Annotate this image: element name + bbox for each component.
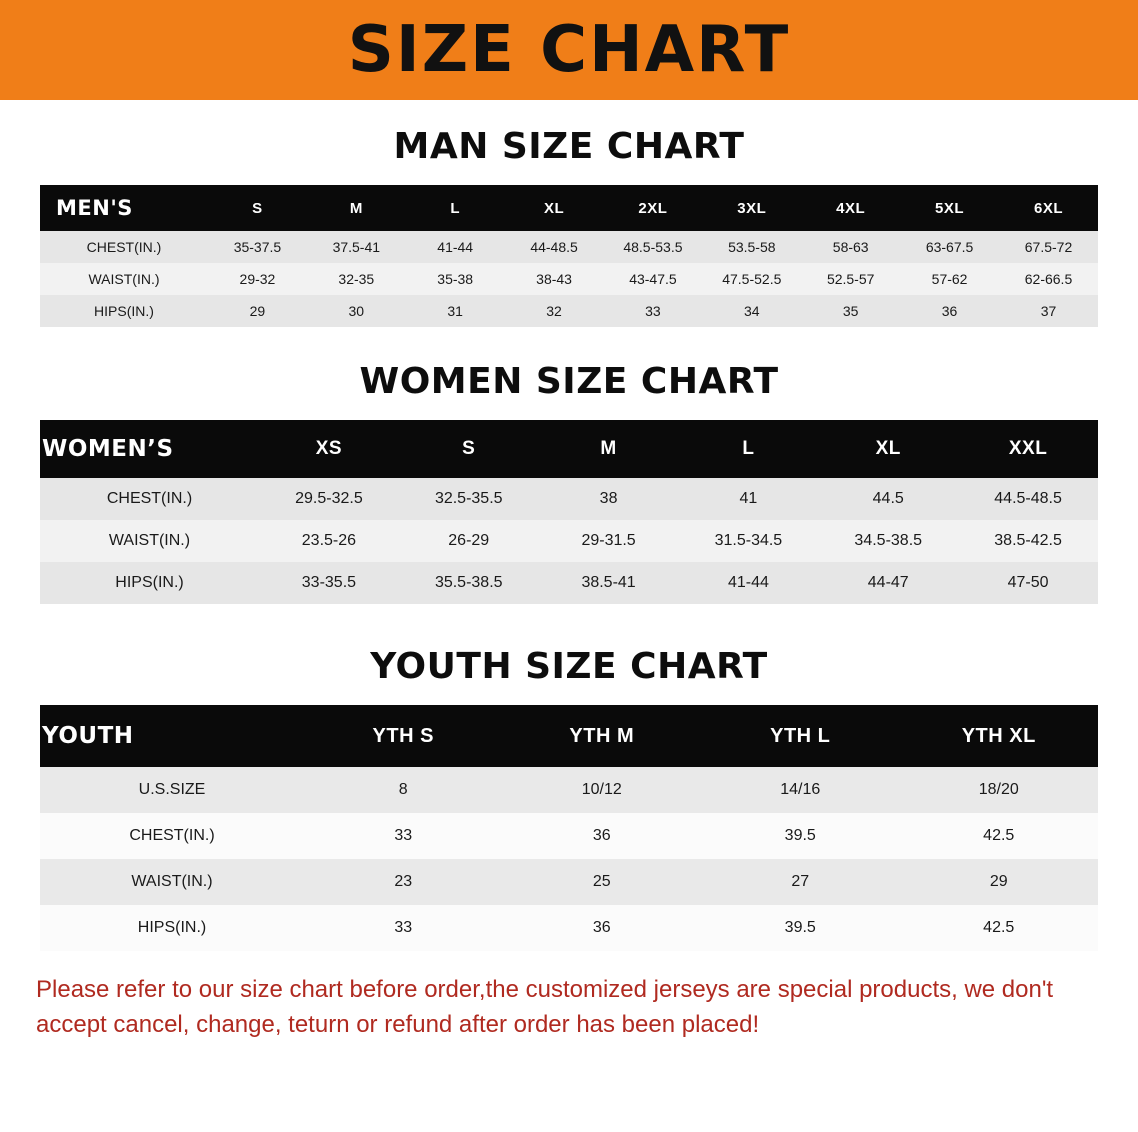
youth-cell-0-0: 8 bbox=[304, 767, 503, 813]
women-row-0-label: CHEST(IN.) bbox=[40, 478, 259, 520]
women-cell-1-0: 23.5-26 bbox=[259, 520, 399, 562]
man-cell-0-6: 58-63 bbox=[801, 231, 900, 263]
youth-section-title: YOUTH SIZE CHART bbox=[370, 646, 768, 687]
man-cell-1-3: 38-43 bbox=[505, 263, 604, 295]
man-cell-2-0: 29 bbox=[208, 295, 307, 327]
man-col-3: XL bbox=[505, 185, 604, 231]
youth-row-0-label: U.S.SIZE bbox=[40, 767, 304, 813]
man-row-header-label: MEN'S bbox=[40, 185, 208, 231]
man-header-row bbox=[40, 185, 1098, 231]
youth-header-row bbox=[40, 705, 1098, 767]
women-col-2: M bbox=[539, 420, 679, 478]
table-row bbox=[40, 767, 1098, 813]
women-col-0: XS bbox=[259, 420, 399, 478]
youth-cell-1-0: 33 bbox=[304, 813, 503, 859]
youth-cell-2-2: 27 bbox=[701, 859, 900, 905]
table-row bbox=[40, 478, 1098, 520]
man-cell-0-4: 48.5-53.5 bbox=[604, 231, 703, 263]
man-cell-0-8: 67.5-72 bbox=[999, 231, 1098, 263]
youth-cell-3-3: 42.5 bbox=[900, 905, 1099, 951]
table-row bbox=[40, 905, 1098, 951]
youth-cell-0-2: 14/16 bbox=[701, 767, 900, 813]
women-cell-1-5: 38.5-42.5 bbox=[958, 520, 1098, 562]
man-col-2: L bbox=[406, 185, 505, 231]
women-row-1-label: WAIST(IN.) bbox=[40, 520, 259, 562]
man-cell-2-7: 36 bbox=[900, 295, 999, 327]
man-section-title: MAN SIZE CHART bbox=[393, 126, 745, 167]
man-cell-1-5: 47.5-52.5 bbox=[702, 263, 801, 295]
youth-row-2-label: WAIST(IN.) bbox=[40, 859, 304, 905]
table-row bbox=[40, 263, 1098, 295]
table-row bbox=[40, 520, 1098, 562]
man-cell-2-6: 35 bbox=[801, 295, 900, 327]
women-cell-0-1: 32.5-35.5 bbox=[399, 478, 539, 520]
man-cell-0-7: 63-67.5 bbox=[900, 231, 999, 263]
man-cell-2-5: 34 bbox=[702, 295, 801, 327]
man-cell-1-2: 35-38 bbox=[406, 263, 505, 295]
table-row bbox=[40, 295, 1098, 327]
youth-col-1: YTH M bbox=[503, 705, 702, 767]
women-size-table bbox=[40, 420, 1098, 604]
women-cell-1-3: 31.5-34.5 bbox=[678, 520, 818, 562]
women-header-row bbox=[40, 420, 1098, 478]
youth-cell-2-0: 23 bbox=[304, 859, 503, 905]
youth-cell-2-3: 29 bbox=[900, 859, 1099, 905]
youth-row-1-label: CHEST(IN.) bbox=[40, 813, 304, 859]
page-title: SIZE CHART bbox=[347, 13, 791, 87]
youth-table-wrap bbox=[40, 705, 1098, 951]
youth-table-body bbox=[40, 767, 1098, 951]
women-table-body bbox=[40, 478, 1098, 604]
youth-cell-2-1: 25 bbox=[503, 859, 702, 905]
women-cell-0-3: 41 bbox=[678, 478, 818, 520]
women-cell-2-3: 41-44 bbox=[678, 562, 818, 604]
women-cell-2-2: 38.5-41 bbox=[539, 562, 679, 604]
youth-col-2: YTH L bbox=[701, 705, 900, 767]
youth-cell-0-3: 18/20 bbox=[900, 767, 1099, 813]
man-cell-1-8: 62-66.5 bbox=[999, 263, 1098, 295]
man-cell-0-1: 37.5-41 bbox=[307, 231, 406, 263]
women-cell-0-2: 38 bbox=[539, 478, 679, 520]
man-table-wrap bbox=[40, 185, 1098, 327]
man-cell-0-0: 35-37.5 bbox=[208, 231, 307, 263]
man-cell-2-3: 32 bbox=[505, 295, 604, 327]
man-cell-1-7: 57-62 bbox=[900, 263, 999, 295]
youth-row-3-label: HIPS(IN.) bbox=[40, 905, 304, 951]
women-cell-0-5: 44.5-48.5 bbox=[958, 478, 1098, 520]
youth-cell-1-1: 36 bbox=[503, 813, 702, 859]
table-row bbox=[40, 562, 1098, 604]
man-cell-0-5: 53.5-58 bbox=[702, 231, 801, 263]
women-col-3: L bbox=[678, 420, 818, 478]
table-row bbox=[40, 231, 1098, 263]
women-cell-1-4: 34.5-38.5 bbox=[818, 520, 958, 562]
man-col-8: 6XL bbox=[999, 185, 1098, 231]
man-table-body bbox=[40, 231, 1098, 327]
youth-row-header-label: YOUTH bbox=[40, 705, 304, 767]
women-cell-2-4: 44-47 bbox=[818, 562, 958, 604]
man-col-4: 2XL bbox=[604, 185, 703, 231]
youth-table-head bbox=[40, 705, 1098, 767]
man-cell-2-1: 30 bbox=[307, 295, 406, 327]
man-col-1: M bbox=[307, 185, 406, 231]
man-row-1-label: WAIST(IN.) bbox=[40, 263, 208, 295]
man-row-2-label: HIPS(IN.) bbox=[40, 295, 208, 327]
women-cell-2-1: 35.5-38.5 bbox=[399, 562, 539, 604]
youth-col-0: YTH S bbox=[304, 705, 503, 767]
women-table-head bbox=[40, 420, 1098, 478]
youth-cell-3-1: 36 bbox=[503, 905, 702, 951]
women-table-wrap bbox=[40, 420, 1098, 604]
youth-cell-3-2: 39.5 bbox=[701, 905, 900, 951]
man-cell-1-4: 43-47.5 bbox=[604, 263, 703, 295]
women-cell-2-0: 33-35.5 bbox=[259, 562, 399, 604]
youth-cell-0-1: 10/12 bbox=[503, 767, 702, 813]
youth-cell-3-0: 33 bbox=[304, 905, 503, 951]
women-row-2-label: HIPS(IN.) bbox=[40, 562, 259, 604]
youth-cell-1-2: 39.5 bbox=[701, 813, 900, 859]
youth-size-table bbox=[40, 705, 1098, 951]
women-col-4: XL bbox=[818, 420, 958, 478]
women-col-5: XXL bbox=[958, 420, 1098, 478]
table-row bbox=[40, 813, 1098, 859]
women-cell-2-5: 47-50 bbox=[958, 562, 1098, 604]
man-col-0: S bbox=[208, 185, 307, 231]
women-section-title: WOMEN SIZE CHART bbox=[359, 361, 779, 402]
man-row-0-label: CHEST(IN.) bbox=[40, 231, 208, 263]
man-cell-2-2: 31 bbox=[406, 295, 505, 327]
women-cell-1-2: 29-31.5 bbox=[539, 520, 679, 562]
man-cell-1-1: 32-35 bbox=[307, 263, 406, 295]
man-cell-0-2: 41-44 bbox=[406, 231, 505, 263]
women-cell-0-4: 44.5 bbox=[818, 478, 958, 520]
man-col-5: 3XL bbox=[702, 185, 801, 231]
man-col-6: 4XL bbox=[801, 185, 900, 231]
man-size-table bbox=[40, 185, 1098, 327]
man-cell-1-0: 29-32 bbox=[208, 263, 307, 295]
youth-col-3: YTH XL bbox=[900, 705, 1099, 767]
man-cell-2-8: 37 bbox=[999, 295, 1098, 327]
youth-cell-1-3: 42.5 bbox=[900, 813, 1099, 859]
women-col-1: S bbox=[399, 420, 539, 478]
man-cell-2-4: 33 bbox=[604, 295, 703, 327]
women-cell-1-1: 26-29 bbox=[399, 520, 539, 562]
man-cell-0-3: 44-48.5 bbox=[505, 231, 604, 263]
disclaimer-note: Please refer to our size chart before order,the customized jerseys are special products, we don't accept cancel, change, teturn or refund after order has been placed! bbox=[36, 976, 1054, 1038]
man-col-7: 5XL bbox=[900, 185, 999, 231]
man-table-head bbox=[40, 185, 1098, 231]
women-cell-0-0: 29.5-32.5 bbox=[259, 478, 399, 520]
header-banner bbox=[0, 0, 1138, 100]
women-row-header-label: WOMEN’S bbox=[40, 420, 259, 478]
man-cell-1-6: 52.5-57 bbox=[801, 263, 900, 295]
table-row bbox=[40, 859, 1098, 905]
